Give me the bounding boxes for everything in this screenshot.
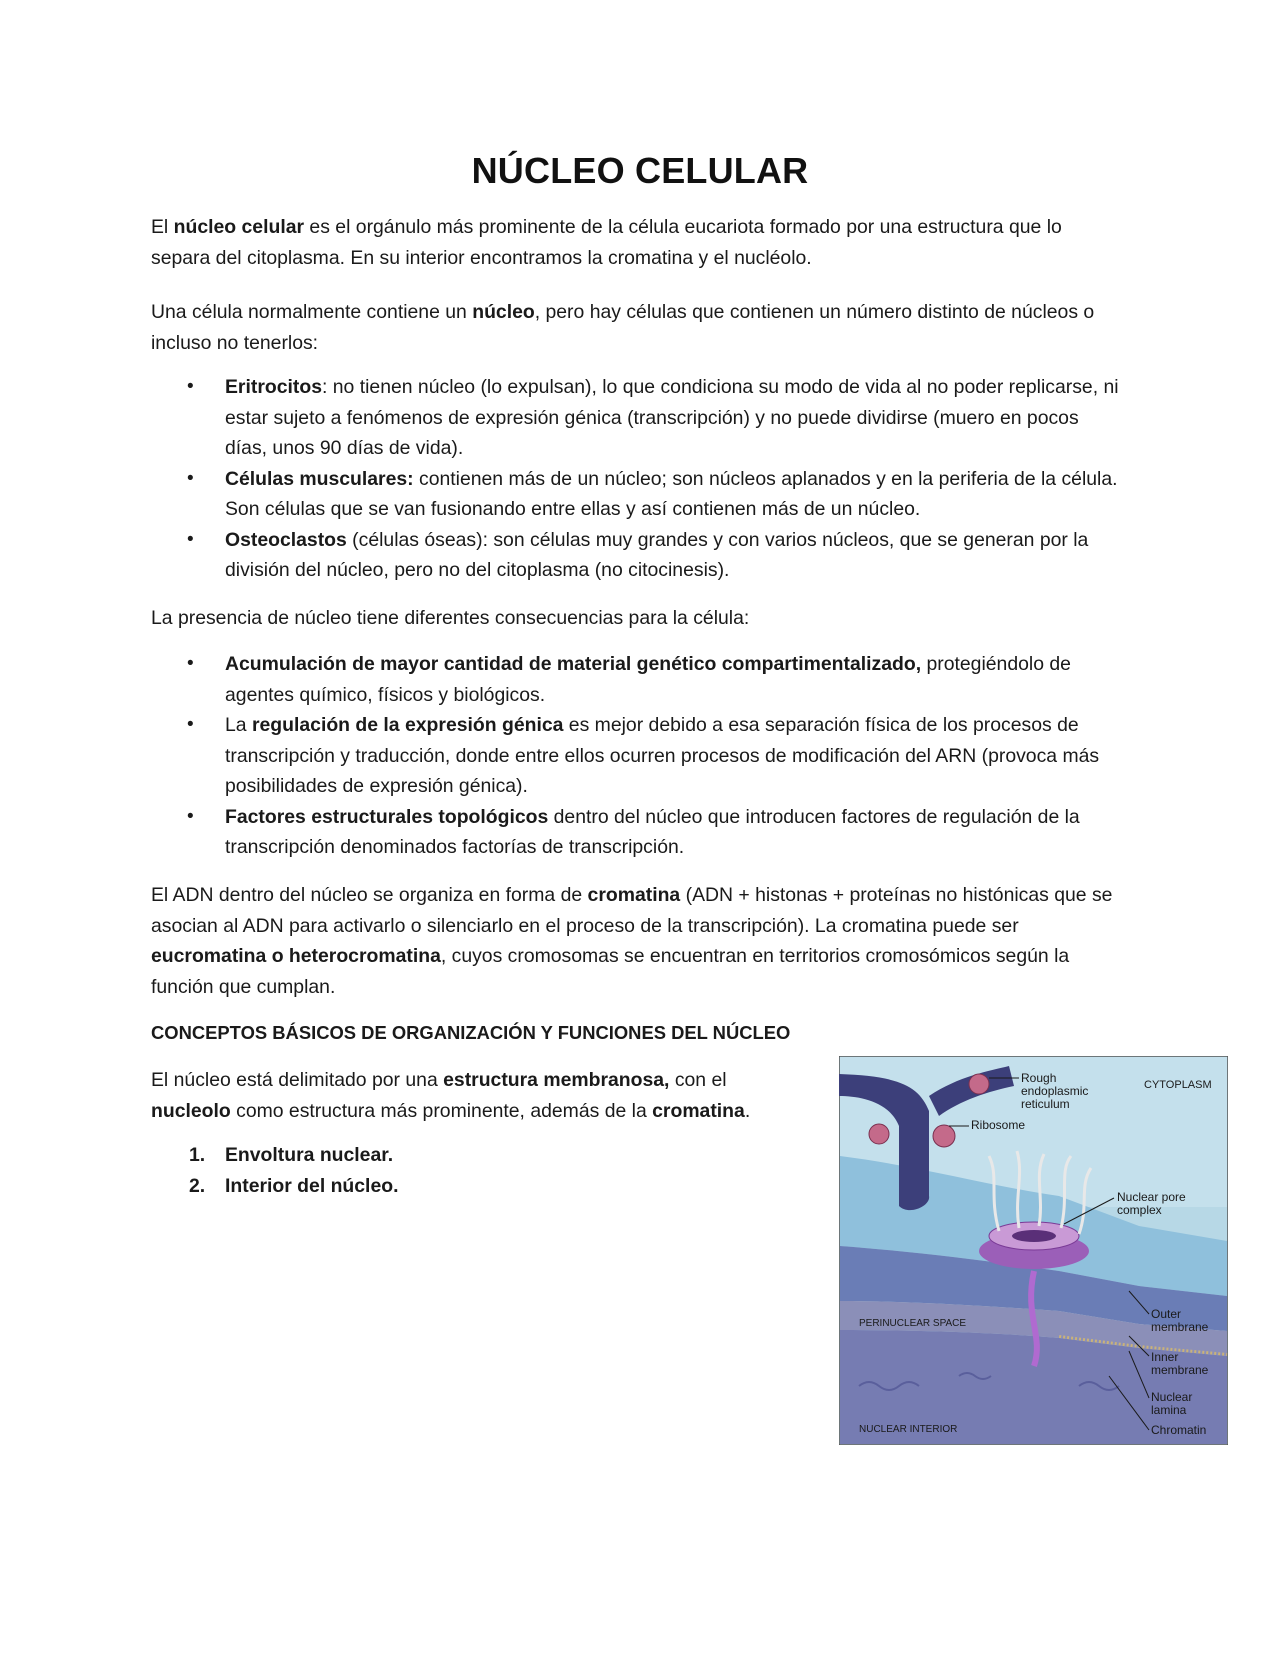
label-rough-er: reticulum bbox=[1021, 1097, 1070, 1111]
text-run: La bbox=[225, 714, 252, 736]
section-heading: CONCEPTOS BÁSICOS DE ORGANIZACIÓN Y FUNCIONES DEL NÚCLEO bbox=[151, 1022, 791, 1043]
envelope-paragraph bbox=[151, 1065, 791, 1126]
list-item bbox=[151, 649, 1121, 710]
bold-term: Factores estructurales topológicos bbox=[225, 805, 549, 828]
text-run: El bbox=[151, 216, 174, 238]
list-item-text: protegiéndolo de agentes químico, físicos y biológicos. bbox=[225, 653, 1071, 706]
label-nuclear-lamina: Nuclear bbox=[1151, 1390, 1193, 1404]
text-run: (ADN + histonas + proteínas no histónicas que se asocian al ADN para activarlo o silenciarlo en el proceso de la transcripción). La cromatina puede ser bbox=[151, 884, 1113, 937]
bullet-icon: • bbox=[187, 805, 194, 827]
list-number: 2. bbox=[189, 1174, 206, 1197]
list-item-text: es mejor debido a esa separación física de los procesos de transcripción y traducción, donde entre ellos ocurren procesos de modificación del ARN (provoca más posibilidades de expresión génica). bbox=[225, 714, 1100, 797]
bold-term: cromatina bbox=[652, 1099, 745, 1122]
list-item bbox=[151, 525, 1121, 586]
bold-term: núcleo bbox=[472, 301, 535, 323]
bold-term: nucleolo bbox=[151, 1099, 231, 1122]
bold-term: Eritrocitos bbox=[225, 376, 322, 398]
label-nuclear-lamina: lamina bbox=[1151, 1403, 1187, 1417]
ribosome-shape bbox=[869, 1124, 889, 1144]
list-item-text: : no tienen núcleo (lo expulsan), lo que condiciona su modo de vida al no poder replicarse, ni estar sujeto a fenómenos de expresión génica (transcripción) y no puede dividirse (muero en pocos días, unos 90 días de vida). bbox=[225, 376, 1119, 459]
label-outer-membrane: membrane bbox=[1151, 1320, 1209, 1334]
nucleus-count-paragraph bbox=[151, 297, 1121, 358]
bold-term: Osteoclastos bbox=[225, 528, 347, 551]
bold-term: Envoltura nuclear. bbox=[225, 1144, 394, 1166]
label-rough-er: Rough bbox=[1021, 1071, 1057, 1085]
label-perinuclear-space: PERINUCLEAR SPACE bbox=[859, 1318, 967, 1329]
text-run: es el orgánulo más prominente de la célula eucariota formado por una estructura que lo separa del citoplasma. En su interior encontramos la cromatina y el nucléolo. bbox=[151, 216, 1062, 269]
consequences-intro: La presencia de núcleo tiene diferentes consecuencias para la célula: bbox=[151, 607, 750, 629]
bold-term: Acumulación de mayor cantidad de material genético compartimentalizado, bbox=[225, 653, 922, 675]
bullet-icon: • bbox=[187, 528, 194, 550]
page-title: NÚCLEO CELULAR bbox=[471, 150, 809, 191]
cell-types-list bbox=[151, 372, 1121, 586]
bold-term: núcleo celular bbox=[173, 216, 305, 238]
bold-term: Interior del núcleo. bbox=[225, 1174, 399, 1197]
list-item bbox=[151, 710, 1121, 802]
text-run: , pero hay células que contienen un número distinto de núcleos o incluso no tenerlos: bbox=[151, 301, 1095, 354]
label-rough-er: endoplasmic bbox=[1021, 1084, 1089, 1098]
list-item-text: contienen más de un núcleo; son núcleos aplanados y en la periferia de la célula. Son células que se van fusionando entre ellas y así contienen más de un núcleo. bbox=[225, 467, 1118, 520]
consequences-list bbox=[151, 649, 1121, 863]
bold-term: cromatina bbox=[587, 884, 681, 906]
ribosome-shape bbox=[933, 1125, 955, 1147]
bullet-icon: • bbox=[187, 653, 194, 674]
bullet-icon: • bbox=[187, 467, 194, 489]
label-cytoplasm: CYTOPLASM bbox=[1144, 1079, 1212, 1091]
chromatin-paragraph bbox=[151, 880, 1121, 1002]
nuclear-envelope-figure bbox=[839, 1056, 1228, 1445]
label-nuclear-pore: complex bbox=[1117, 1203, 1162, 1217]
list-item-text: (células óseas): son células muy grandes y con varios núcleos, que se generan por la división del núcleo, pero no del citoplasma (no citocinesis). bbox=[225, 528, 1089, 581]
bold-term: eucromatina o heterocromatina bbox=[151, 945, 441, 967]
ribosome-shape bbox=[969, 1074, 989, 1094]
text-run: Una célula normalmente contiene un bbox=[151, 301, 473, 323]
bullet-icon: • bbox=[187, 714, 194, 735]
list-item bbox=[151, 464, 1121, 525]
label-nuclear-interior: NUCLEAR INTERIOR bbox=[859, 1424, 958, 1435]
label-inner-membrane: membrane bbox=[1151, 1363, 1209, 1377]
label-nuclear-pore: Nuclear pore bbox=[1117, 1190, 1186, 1204]
list-number: 1. bbox=[189, 1144, 206, 1166]
list-item-text: dentro del núcleo que introducen factores de regulación de la transcripción denominados factorías de transcripción. bbox=[225, 805, 1080, 858]
label-chromatin: Chromatin bbox=[1151, 1423, 1207, 1437]
text-run: , cuyos cromosomas se encuentran en territorios cromosómicos según la función que cumplan. bbox=[151, 945, 1070, 998]
text-run: . bbox=[744, 1099, 751, 1122]
nuclear-pore-channel bbox=[1012, 1230, 1056, 1242]
text-run: con el bbox=[669, 1069, 727, 1091]
text-run: El núcleo está delimitado por una bbox=[151, 1069, 444, 1091]
label-inner-membrane: Inner bbox=[1151, 1350, 1179, 1364]
bold-term: regulación de la expresión génica bbox=[251, 714, 564, 736]
label-outer-membrane: Outer bbox=[1151, 1307, 1182, 1321]
intro-paragraph bbox=[151, 212, 1121, 273]
text-run: El ADN dentro del núcleo se organiza en forma de bbox=[151, 884, 588, 906]
bullet-icon: • bbox=[187, 376, 194, 397]
list-item bbox=[151, 802, 1121, 863]
bold-term: estructura membranosa, bbox=[443, 1069, 670, 1091]
label-ribosome: Ribosome bbox=[971, 1118, 1026, 1132]
bold-term: Células musculares: bbox=[225, 467, 414, 490]
text-run: como estructura más prominente, además de la bbox=[230, 1099, 653, 1122]
list-item bbox=[151, 372, 1121, 464]
